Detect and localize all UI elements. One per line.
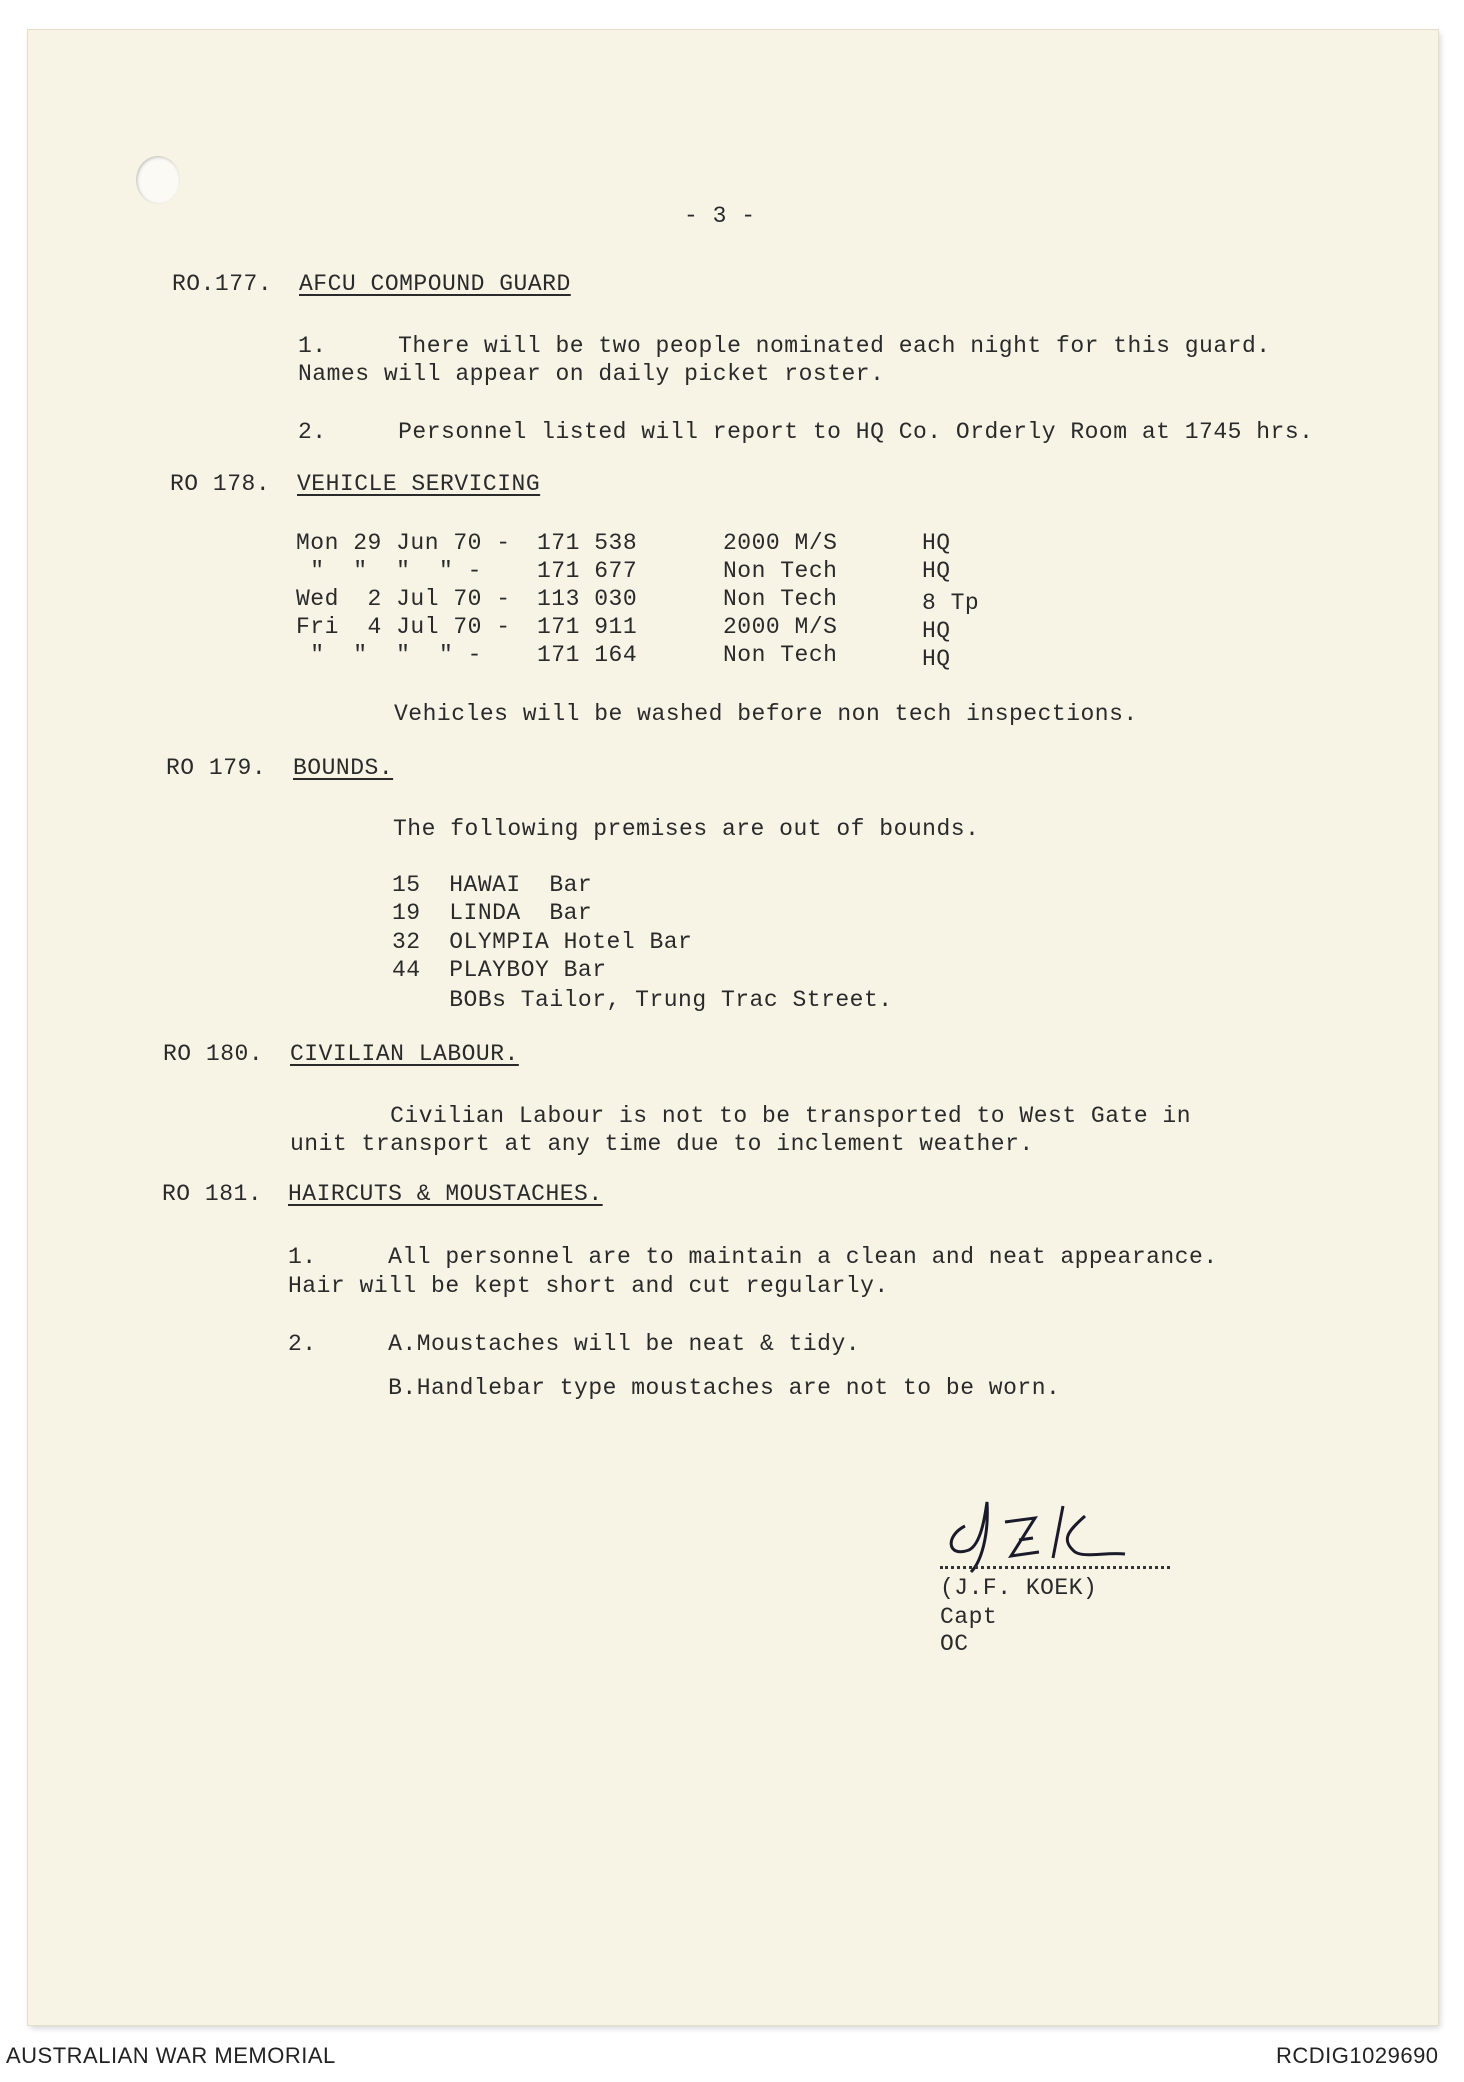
punch-hole (136, 156, 180, 204)
row-service: Non Tech (723, 558, 838, 584)
ro180-title: CIVILIAN LABOUR. (290, 1041, 519, 1067)
row-date: " " " " - (296, 642, 482, 668)
row-date: Mon 29 Jun 70 - (296, 530, 511, 556)
list-item: 19 LINDA Bar (392, 900, 593, 926)
footer-archive-name: AUSTRALIAN WAR MEMORIAL (6, 2043, 336, 2068)
signatory-role: OC (940, 1631, 969, 1657)
row-service: Non Tech (723, 586, 838, 612)
row-unit: HQ (922, 558, 951, 584)
ro178-number: RO 178. (170, 471, 271, 497)
row-vehicle: 171 677 (537, 558, 638, 584)
ro181-para2b: B.Handlebar type moustaches are not to be worn. (288, 1375, 1061, 1401)
page-number: - 3 - (684, 203, 756, 229)
row-vehicle: 113 030 (537, 586, 638, 612)
ro181-para2a: 2. A.Moustaches will be neat & tidy. (288, 1331, 861, 1357)
row-unit: HQ (922, 646, 951, 672)
row-unit: HQ (922, 618, 951, 644)
row-date: " " " " - (296, 558, 482, 584)
ro177-number: RO.177. (172, 271, 273, 297)
signatory-rank: Capt (940, 1604, 998, 1630)
ro177-para1-line1: 1. There will be two people nominated each night for this guard. (298, 333, 1271, 359)
ro179-number: RO 179. (166, 755, 267, 781)
signatory-name: (J.F. KOEK) (940, 1575, 1098, 1601)
row-unit: 8 Tp (922, 590, 980, 616)
ro177-para2: 2. Personnel listed will report to HQ Co. Orderly Room at 1745 hrs. (298, 419, 1314, 445)
row-service: Non Tech (723, 642, 838, 668)
ro178-note: Vehicles will be washed before non tech inspections. (394, 701, 1138, 727)
ro181-para1-line2: Hair will be kept short and cut regularly. (288, 1273, 889, 1299)
list-item: 44 PLAYBOY Bar (392, 957, 607, 983)
ro179-intro: The following premises are out of bounds. (393, 816, 980, 842)
row-date: Fri 4 Jul 70 - (296, 614, 511, 640)
ro180-number: RO 180. (163, 1041, 264, 1067)
signature-line (940, 1566, 1170, 1569)
ro181-title: HAIRCUTS & MOUSTACHES. (288, 1181, 603, 1207)
row-service: 2000 M/S (723, 614, 838, 640)
ro178-title: VEHICLE SERVICING (297, 471, 541, 497)
signature-mark (935, 1496, 1175, 1576)
list-item: 32 OLYMPIA Hotel Bar (392, 929, 693, 955)
ro180-line2: unit transport at any time due to inclement weather. (290, 1131, 1034, 1157)
ro177-para1-line2: Names will appear on daily picket roster. (298, 361, 885, 387)
ro179-title: BOUNDS. (293, 755, 394, 781)
row-vehicle: 171 911 (537, 614, 638, 640)
ro181-number: RO 181. (162, 1181, 263, 1207)
row-date: Wed 2 Jul 70 - (296, 586, 511, 612)
footer-item-id: RCDIG1029690 (1276, 2043, 1439, 2068)
ro181-para1-line1: 1. All personnel are to maintain a clean and neat appearance. (288, 1244, 1218, 1270)
ro177-title: AFCU COMPOUND GUARD (299, 271, 571, 297)
row-vehicle: 171 164 (537, 642, 638, 668)
list-item: BOBs Tailor, Trung Trac Street. (392, 987, 893, 1013)
list-item: 15 HAWAI Bar (392, 872, 593, 898)
row-service: 2000 M/S (723, 530, 838, 556)
document-page (28, 30, 1438, 2025)
ro180-line1: Civilian Labour is not to be transported to West Gate in (290, 1103, 1192, 1129)
row-vehicle: 171 538 (537, 530, 638, 556)
row-unit: HQ (922, 530, 951, 556)
